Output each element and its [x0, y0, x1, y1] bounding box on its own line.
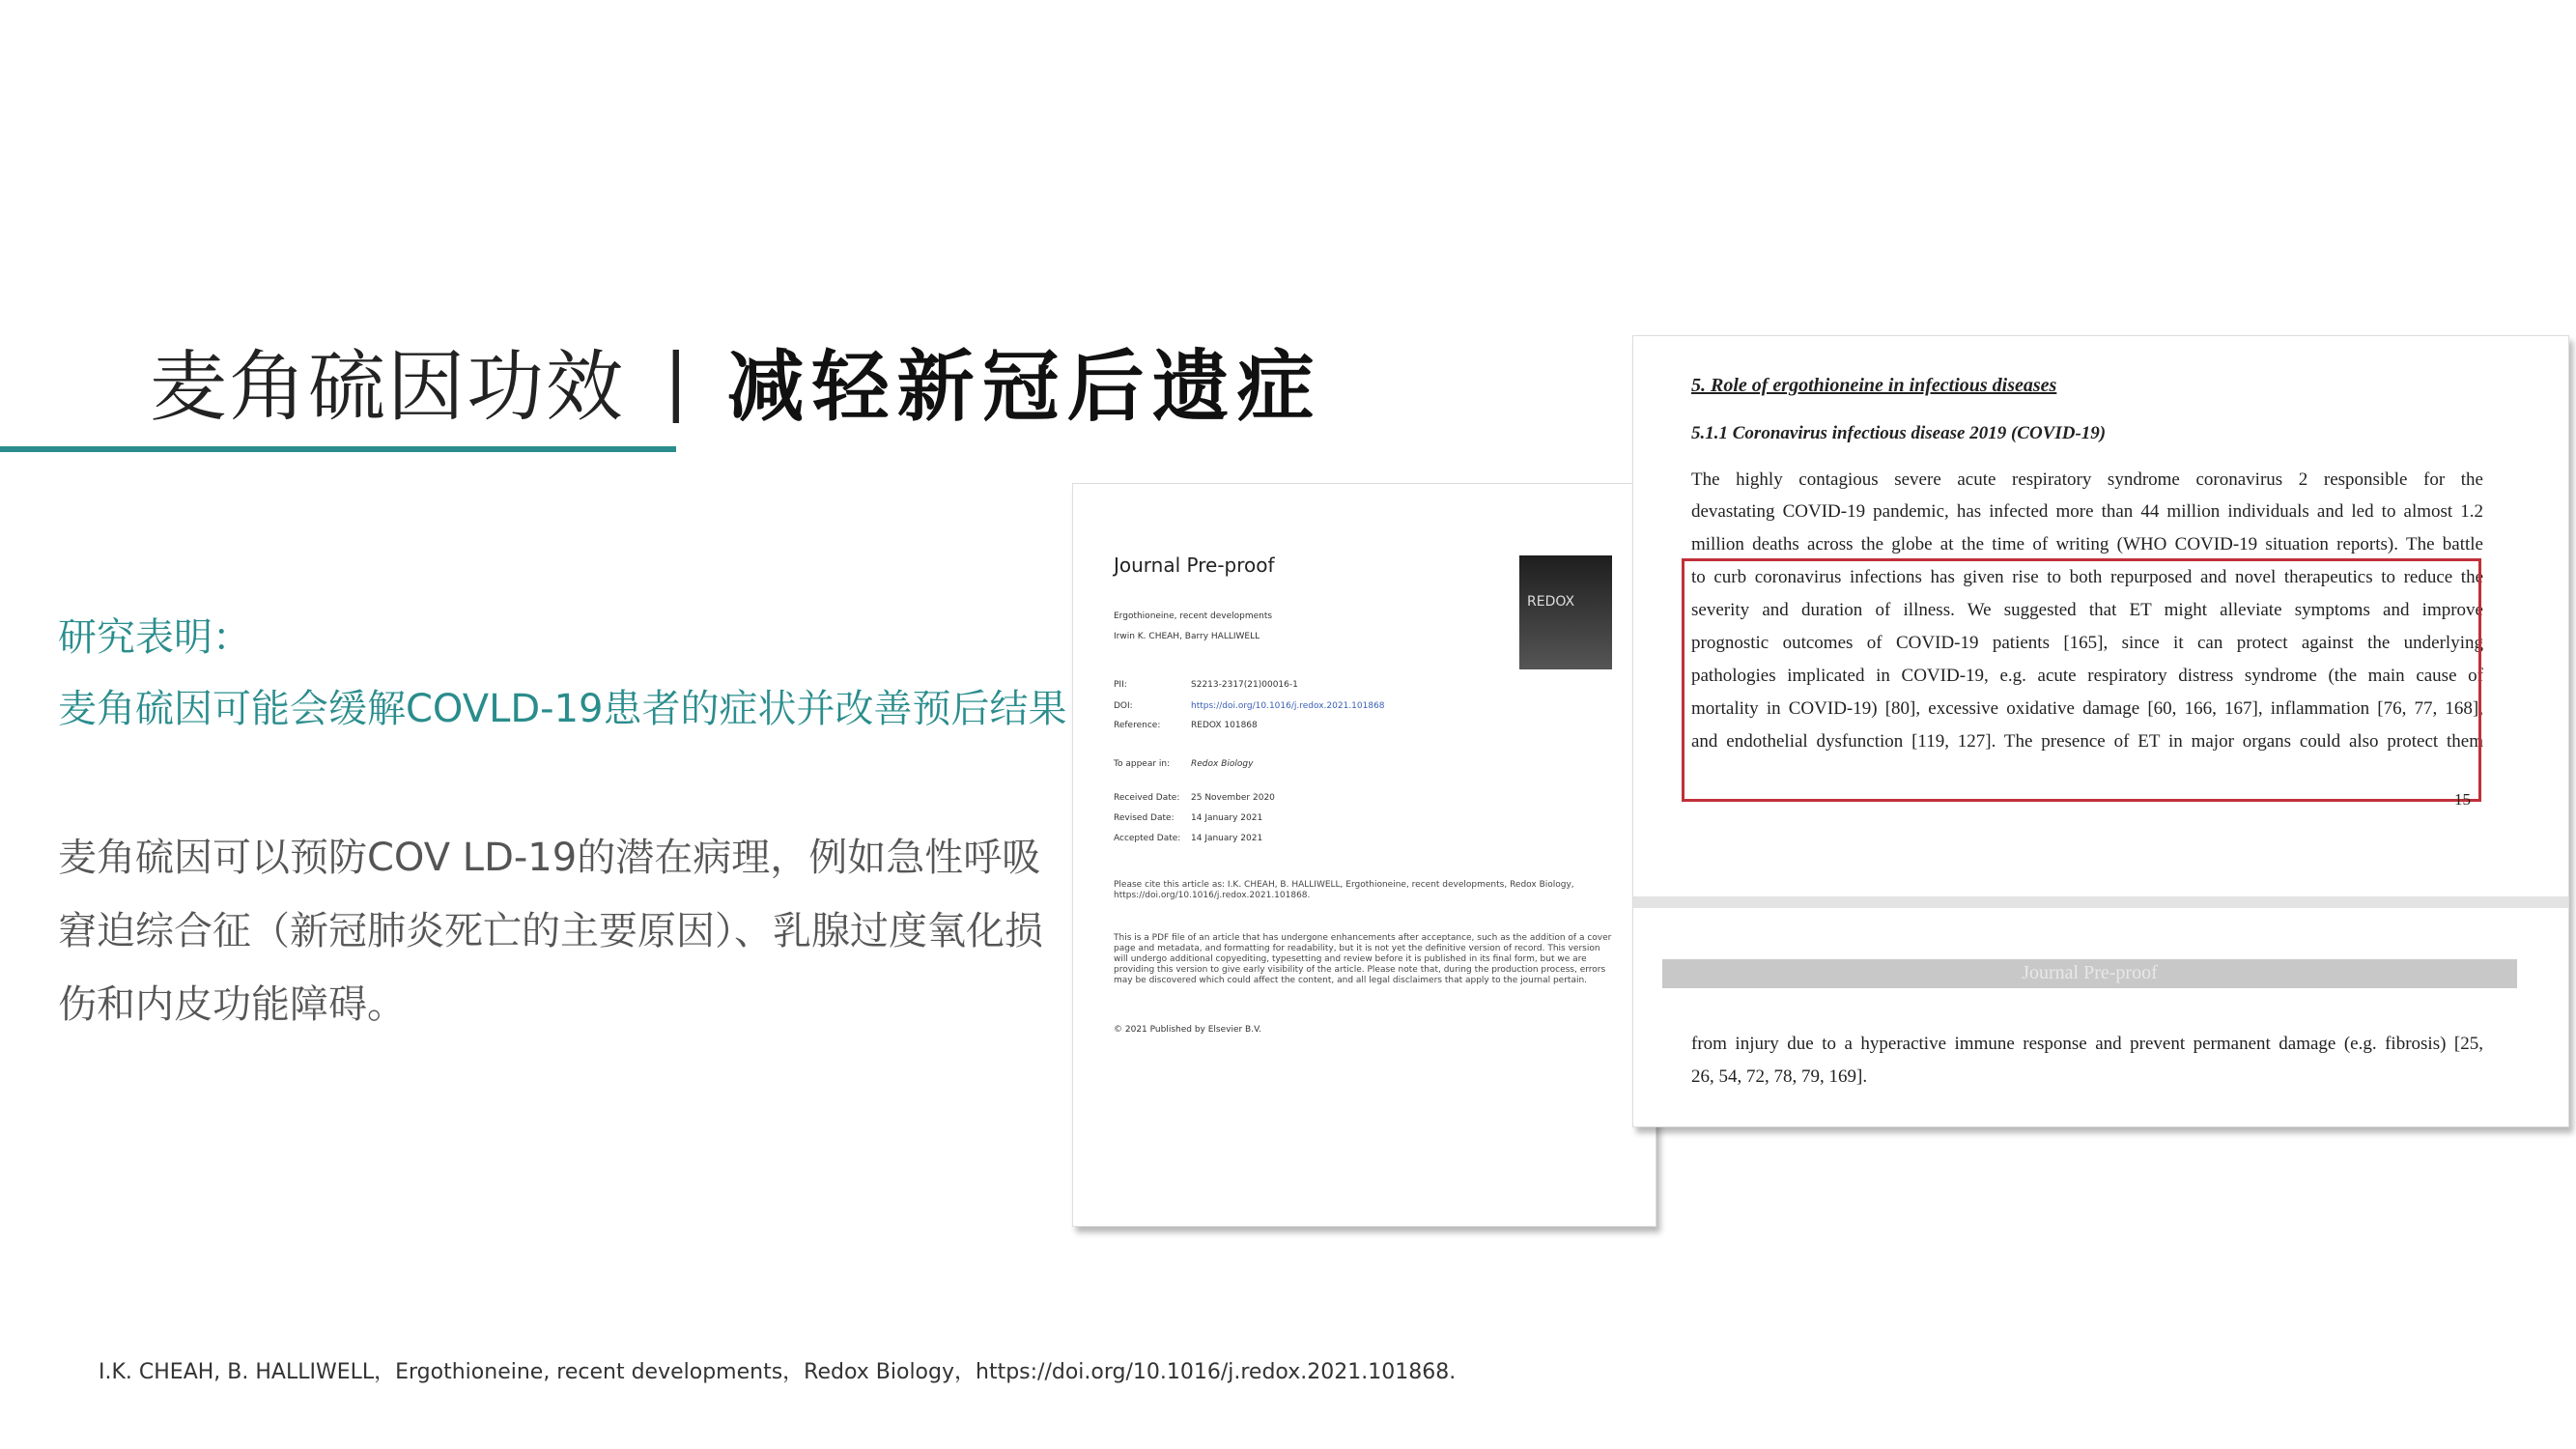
page-number: 15: [2454, 790, 2471, 809]
page-title: [150, 327, 1322, 433]
title-sub: 减轻新冠后遗症: [726, 341, 1322, 432]
reference-label: Reference:: [1114, 721, 1161, 730]
preproof-title: Journal Pre-proof: [1114, 554, 1275, 577]
article-authors: Irwin K. CHEAH, Barry HALLIWELL: [1114, 632, 1260, 641]
preproof-banner: [1662, 959, 2517, 988]
article-title: Ergothioneine, recent developments: [1114, 611, 1273, 621]
citation-footer: I.K. CHEAH, B. HALLIWELL，Ergothioneine, recent developments，Redox Biology，https://doi.org/10.1016/j.redox.2021.101868.: [99, 1360, 1457, 1384]
preproof-notice: This is a PDF file of an article that has undergone enhancements after acceptance, such as the addition of a cover page and metadata, and formatting for readability, but it is not yet the definitive version of record. This version will undergo additional copyediting, typesetting and review before it is published in its final form, but we are providing this version to give early visibility of the article. Please note that, during the production process, errors may be discovered which could affect the content, and all legal disclaimers that apply to the journal pertain.: [1114, 933, 1612, 985]
continuation-line: 26, 54, 72, 78, 79, 169].: [1691, 1066, 1868, 1087]
journal-cover-label: REDOX: [1527, 594, 1575, 610]
title-main: 麦角硫因功效: [150, 341, 625, 432]
cite-note: Please cite this article as: I.K. CHEAH, B. HALLIWELL, Ergothioneine, recent developments, Redox Biology, https://doi.org/10.1016/j.redox.2021.101868.: [1114, 880, 1574, 900]
finding-heading: 研究表明：: [58, 615, 251, 660]
body-line: and endothelial dysfunction [119, 127]. The presence of ET in major organs could also protect them: [1691, 731, 2483, 752]
copyright: © 2021 Published by Elsevier B.V.: [1114, 1025, 1261, 1035]
appear-value: Redox Biology: [1191, 759, 1254, 769]
body-line: to curb coronavirus infections has given rise to both repurposed and novel therapeutics to reduce the: [1691, 567, 2483, 587]
body-line: The highly contagious severe acute respiratory syndrome coronavirus 2 responsible for the: [1691, 469, 2483, 490]
highlight-box: [1682, 558, 2481, 802]
body-line: mortality in COVID-19) [80], excessive oxidative damage [60, 166, 167], inflammation [76, 77, 168],: [1691, 698, 2483, 719]
reference-value: REDOX 101868: [1191, 721, 1258, 730]
body-line: devastating COVID-19 pandemic, has infected more than 44 million individuals and led to almost 1.2: [1691, 501, 2483, 522]
accepted-label: Accepted Date:: [1114, 834, 1181, 843]
body-line: pathologies implicated in COVID-19, e.g. acute respiratory distress syndrome (the main cause of: [1691, 666, 2483, 686]
pii-value: S2213-2317(21)00016-1: [1191, 680, 1298, 690]
title-separator: |: [664, 336, 689, 423]
journal-preproof-page: [1072, 483, 1656, 1227]
received-label: Received Date:: [1114, 793, 1180, 803]
body-line: severity and duration of illness. We suggested that ET might alleviate symptoms and improve: [1691, 600, 2483, 620]
body-line: prognostic outcomes of COVID-19 patients [165], since it can protect against the underlying: [1691, 633, 2483, 653]
received-value: 25 November 2020: [1191, 793, 1275, 803]
subsection-heading: 5.1.1 Coronavirus infectious disease 2019 (COVID-19): [1691, 423, 2107, 443]
doi-label: DOI:: [1114, 701, 1133, 711]
revised-label: Revised Date:: [1114, 813, 1175, 823]
revised-value: 14 January 2021: [1191, 813, 1263, 823]
finding-body: 麦角硫因可能会缓解COVLD-19患者的症状并改善预后结果: [58, 687, 1067, 731]
preproof-banner-text: Journal Pre-proof: [2022, 962, 2158, 983]
journal-cover-image: [1519, 555, 1612, 669]
doi-link[interactable]: https://doi.org/10.1016/j.redox.2021.101868: [1191, 701, 1385, 711]
section-heading: 5. Role of ergothioneine in infectious diseases: [1691, 375, 2057, 396]
page-break: [1633, 896, 2568, 908]
accepted-value: 14 January 2021: [1191, 834, 1263, 843]
pii-label: PII:: [1114, 680, 1127, 690]
body-line: million deaths across the globe at the time of writing (WHO COVID-19 situation reports). The battle: [1691, 534, 2483, 554]
description-paragraph: 麦角硫因可以预防COV LD-19的潜在病理，例如急性呼吸窘迫综合征（新冠肺炎死亡的主要原因）、乳腺过度氧化损伤和内皮功能障碍。: [58, 836, 1043, 1027]
appear-label: To appear in:: [1114, 759, 1171, 769]
continuation-line: from injury due to a hyperactive immune response and prevent permanent damage (e.g. fibrosis) [25,: [1691, 1034, 2483, 1054]
research-excerpt-page: [1632, 335, 2569, 1127]
title-underline: [0, 446, 676, 452]
